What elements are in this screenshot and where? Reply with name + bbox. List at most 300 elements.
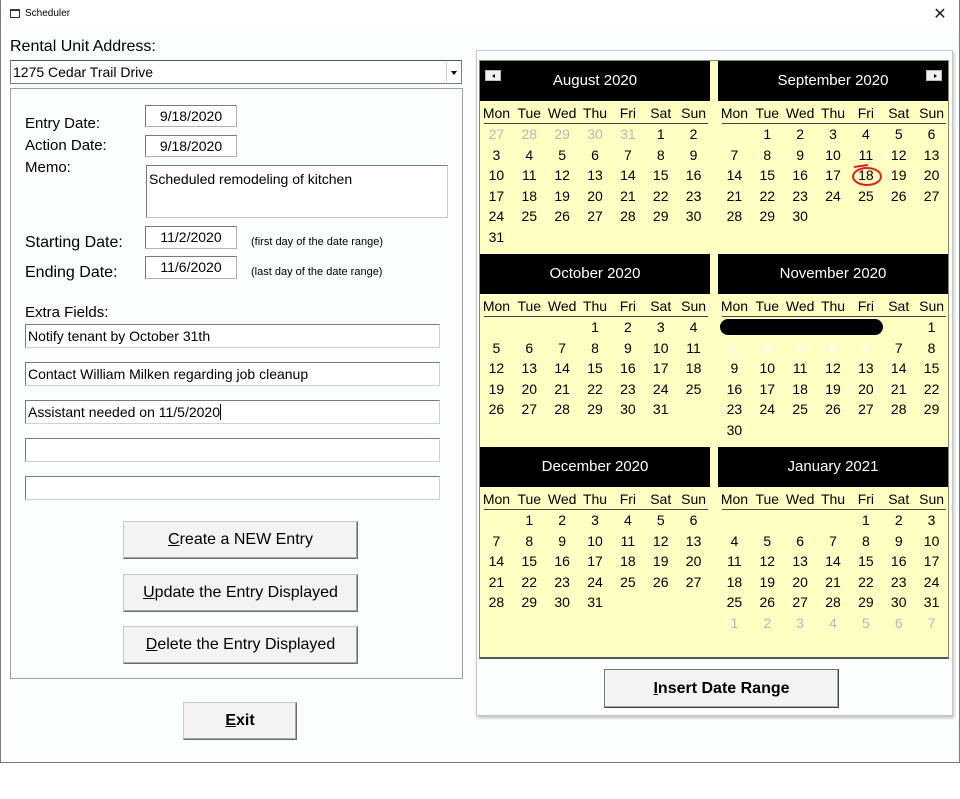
empty-cell — [718, 317, 751, 338]
weekday-label: Mon — [720, 298, 749, 314]
day-cell[interactable]: 3 — [763, 339, 772, 356]
exit-button[interactable] — [183, 702, 297, 740]
day-cell[interactable]: 2 — [796, 126, 805, 142]
day-cell[interactable]: 8 — [591, 339, 599, 356]
day-cell[interactable]: 12 — [825, 360, 841, 376]
extra-field-3-text: Assistant needed on 11/5/2020 — [28, 404, 221, 420]
day-cell[interactable]: 21 — [726, 187, 743, 204]
day-cell[interactable]: 27 — [521, 401, 538, 417]
day-cell[interactable]: 11 — [620, 532, 636, 549]
next-month-arrow-icon[interactable] — [926, 70, 942, 81]
prev-month-arrow-icon[interactable] — [485, 70, 501, 81]
exit-accel: E — [225, 712, 236, 729]
day-cell[interactable]: 4 — [623, 512, 632, 528]
month-title: August 2020 — [480, 61, 710, 101]
weekday-label: Sat — [650, 491, 672, 507]
weekday-label: Tue — [517, 298, 542, 314]
delete-accel: D — [145, 636, 158, 653]
day-cell[interactable]: 16 — [620, 360, 636, 376]
weekday-label: Sat — [888, 105, 910, 121]
day-cell[interactable]: 4 — [689, 319, 698, 335]
day-cell[interactable]: 6 — [796, 532, 805, 549]
day-cell[interactable]: 7 — [730, 146, 739, 163]
day-cell[interactable]: 20 — [521, 380, 538, 397]
weekday-label: Thu — [582, 298, 608, 314]
empty-cell — [546, 317, 579, 338]
weekday-label: Wed — [785, 491, 815, 507]
empty-cell — [644, 592, 677, 613]
day-cell[interactable]: 25 — [858, 187, 874, 204]
day-cell[interactable]: 2 — [894, 512, 903, 528]
weekday-label: Wed — [785, 105, 815, 121]
weekday-label: Sun — [919, 491, 945, 507]
day-cell[interactable]: 17 — [587, 553, 603, 569]
empty-cell — [915, 420, 948, 441]
day-cell[interactable]: 29 — [587, 401, 603, 417]
day-cell[interactable]: 4 — [525, 146, 534, 163]
day-cell[interactable]: 13 — [792, 553, 808, 569]
day-cell[interactable]: 4 — [829, 614, 837, 631]
day-cell[interactable]: 6 — [894, 614, 903, 631]
day-cell[interactable]: 30 — [587, 126, 603, 142]
empty-cell — [784, 317, 817, 338]
weekday-label: Fri — [857, 491, 875, 507]
empty-cell — [677, 399, 710, 420]
memo-field[interactable]: Scheduled remodeling of kitchen — [146, 165, 448, 218]
day-cell[interactable]: 6 — [689, 512, 698, 528]
day-cell[interactable]: 20 — [587, 187, 603, 204]
day-cell[interactable]: 9 — [558, 532, 567, 549]
extra-field-1[interactable]: Notify tenant by October 31th — [25, 324, 440, 348]
empty-cell — [677, 227, 710, 248]
day-cell[interactable]: 17 — [923, 553, 940, 569]
empty-cell — [915, 206, 948, 227]
day-cell[interactable]: 5 — [861, 614, 870, 631]
empty-cell — [882, 206, 915, 227]
day-cell[interactable]: 22 — [858, 573, 874, 590]
empty-cell — [882, 420, 915, 441]
insert-accel: I — [653, 680, 658, 697]
day-cell[interactable]: 5 — [656, 512, 665, 528]
day-cell[interactable]: 3 — [829, 126, 837, 142]
day-cell[interactable]: 8 — [525, 532, 534, 549]
day-cell[interactable]: 29 — [554, 126, 570, 142]
day-cell[interactable]: 5 — [492, 339, 501, 356]
day-grid — [480, 510, 710, 613]
day-cell[interactable]: 5 — [763, 532, 772, 549]
month-title: December 2020 — [480, 447, 710, 487]
day-cell[interactable]: 16 — [726, 380, 743, 397]
day-cell[interactable]: 15 — [858, 553, 874, 569]
day-cell[interactable]: 2 — [558, 512, 567, 528]
day-cell[interactable]: 29 — [521, 594, 538, 610]
weekday-label: Thu — [820, 298, 846, 314]
day-cell[interactable]: 17 — [759, 380, 776, 397]
day-cell[interactable]: 18 — [685, 360, 702, 376]
day-cell[interactable]: 15 — [521, 553, 538, 569]
day-cell[interactable]: 14 — [620, 167, 636, 183]
day-cell[interactable]: 2 — [689, 126, 698, 142]
empty-cell — [817, 317, 850, 338]
day-cell[interactable]: 22 — [759, 187, 776, 204]
day-cell[interactable]: 30 — [792, 208, 808, 224]
weekday-label: Fri — [619, 298, 637, 314]
day-cell[interactable]: 23 — [620, 380, 636, 397]
day-cell[interactable]: 9 — [796, 146, 805, 163]
day-cell[interactable]: 11 — [686, 339, 701, 356]
weekday-header — [480, 298, 710, 316]
day-cell[interactable]: 26 — [554, 208, 570, 224]
day-cell[interactable]: 26 — [652, 573, 669, 590]
day-cell[interactable]: 3 — [656, 319, 665, 335]
day-cell[interactable]: 23 — [792, 187, 808, 204]
address-label: Rental Unit Address: — [10, 38, 156, 55]
day-cell[interactable]: 30 — [620, 401, 636, 417]
weekday-label: Sat — [888, 298, 910, 314]
day-cell[interactable]: 24 — [587, 573, 603, 590]
day-cell[interactable]: 1 — [730, 614, 739, 631]
day-cell[interactable]: 11 — [727, 553, 742, 569]
memo-label: Memo: — [25, 159, 71, 176]
weekday-header — [480, 491, 710, 509]
empty-cell — [513, 317, 546, 338]
day-cell[interactable]: 24 — [652, 380, 669, 397]
month-november-2020 — [718, 254, 948, 444]
day-cell[interactable]: 18 — [726, 573, 743, 590]
day-cell[interactable]: 9 — [894, 532, 903, 549]
chevron-down-icon[interactable] — [446, 62, 460, 82]
day-cell[interactable]: 12 — [488, 360, 505, 376]
day-cell[interactable]: 27 — [685, 573, 702, 590]
day-cell[interactable]: 16 — [890, 553, 907, 569]
day-cell[interactable]: 22 — [521, 573, 538, 590]
day-cell[interactable]: 19 — [554, 187, 570, 204]
month-december-2020 — [480, 447, 710, 637]
action-date-label: Action Date: — [25, 137, 107, 154]
update-entry-button[interactable] — [123, 574, 358, 612]
day-cell[interactable]: 18 — [858, 167, 874, 183]
weekday-label: Wed — [547, 105, 577, 121]
weekday-label: Tue — [755, 105, 780, 121]
day-cell[interactable]: 21 — [890, 380, 907, 397]
day-cell[interactable]: 31 — [488, 228, 505, 245]
empty-cell — [849, 206, 882, 227]
day-cell[interactable]: 21 — [554, 380, 570, 397]
day-cell[interactable]: 28 — [825, 594, 841, 610]
weekday-label: Mon — [482, 298, 511, 314]
day-cell[interactable]: 24 — [923, 573, 940, 590]
starting-date-field[interactable]: 11/2/2020 — [145, 226, 237, 249]
day-cell[interactable]: 3 — [927, 512, 936, 528]
day-cell[interactable]: 3 — [796, 614, 805, 631]
day-cell[interactable]: 28 — [554, 401, 570, 417]
day-cell[interactable]: 13 — [685, 532, 702, 549]
window-title: Scheduler — [25, 8, 71, 19]
delete-entry-button[interactable] — [123, 626, 358, 664]
day-cell[interactable]: 6 — [591, 146, 599, 163]
day-cell[interactable]: 27 — [923, 187, 940, 204]
empty-cell — [751, 317, 784, 338]
weekday-label: Wed — [547, 298, 577, 314]
action-date-field[interactable]: 9/18/2020 — [145, 135, 237, 157]
day-cell[interactable]: 24 — [759, 401, 776, 417]
day-cell[interactable]: 15 — [759, 167, 776, 183]
create-accel: C — [168, 531, 180, 548]
day-cell[interactable]: 28 — [726, 208, 743, 224]
day-cell[interactable]: 25 — [685, 380, 702, 397]
day-cell[interactable]: 18 — [792, 380, 808, 397]
day-cell[interactable]: 31 — [923, 594, 940, 610]
day-cell[interactable]: 13 — [521, 360, 538, 376]
day-cell[interactable]: 8 — [861, 532, 870, 549]
day-cell[interactable]: 16 — [792, 167, 808, 183]
day-cell[interactable]: 11 — [792, 360, 808, 376]
day-cell[interactable]: 31 — [652, 401, 669, 417]
day-cell[interactable]: 21 — [488, 573, 505, 590]
day-cell[interactable]: 11 — [522, 167, 537, 183]
day-cell[interactable]: 12 — [554, 167, 570, 183]
day-cell[interactable]: 8 — [927, 339, 936, 356]
day-cell[interactable]: 14 — [890, 360, 907, 376]
day-cell[interactable]: 9 — [689, 146, 698, 163]
day-cell[interactable]: 26 — [759, 594, 776, 610]
day-cell[interactable]: 18 — [620, 553, 636, 569]
address-dropdown[interactable] — [10, 60, 462, 84]
day-cell[interactable]: 5 — [558, 146, 567, 163]
day-cell[interactable]: 8 — [763, 146, 772, 163]
day-cell[interactable]: 10 — [759, 360, 776, 376]
day-cell[interactable]: 18 — [521, 187, 538, 204]
day-cell[interactable]: 17 — [825, 167, 841, 183]
day-cell[interactable]: 4 — [730, 532, 739, 549]
weekday-label: Thu — [820, 491, 846, 507]
day-cell[interactable]: 27 — [792, 594, 808, 610]
day-cell[interactable]: 14 — [554, 360, 570, 376]
day-cell[interactable]: 30 — [685, 208, 702, 224]
empty-cell — [849, 317, 882, 338]
weekday-label: Mon — [720, 491, 749, 507]
day-cell[interactable]: 19 — [825, 380, 841, 397]
day-cell[interactable]: 9 — [623, 339, 632, 356]
day-cell[interactable]: 4 — [796, 339, 805, 356]
day-cell[interactable]: 1 — [656, 126, 665, 142]
day-cell[interactable]: 15 — [587, 360, 603, 376]
day-cell[interactable]: 3 — [492, 146, 501, 163]
day-cell[interactable]: 31 — [620, 126, 636, 142]
day-cell[interactable]: 17 — [488, 187, 505, 204]
day-cell[interactable]: 5 — [829, 339, 837, 356]
day-cell[interactable]: 22 — [923, 380, 940, 397]
extra-field-2[interactable]: Contact William Milken regarding job cleanup — [25, 362, 440, 386]
month-september-2020 — [718, 61, 948, 251]
day-cell[interactable]: 6 — [861, 339, 870, 356]
day-cell[interactable]: 30 — [726, 421, 743, 438]
day-cell[interactable]: 25 — [726, 594, 743, 610]
day-cell[interactable]: 12 — [652, 532, 669, 549]
empty-cell — [751, 420, 784, 441]
create-entry-button[interactable] — [123, 521, 358, 559]
day-grid — [480, 317, 710, 420]
day-cell[interactable]: 7 — [829, 532, 837, 549]
day-cell[interactable]: 15 — [652, 167, 669, 183]
day-cell[interactable]: 25 — [620, 573, 636, 590]
weekday-header — [718, 105, 948, 123]
empty-cell — [513, 227, 546, 248]
day-cell[interactable]: 20 — [858, 380, 874, 397]
address-value: 1275 Cedar Trail Drive — [13, 64, 154, 80]
day-cell[interactable]: 26 — [890, 187, 907, 204]
insert-date-range-button[interactable] — [604, 669, 839, 708]
weekday-label: Fri — [857, 298, 875, 314]
extra-field-3[interactable] — [25, 400, 440, 424]
day-cell[interactable]: 27 — [587, 208, 603, 224]
day-cell[interactable]: 14 — [825, 553, 841, 569]
day-cell[interactable]: 29 — [858, 594, 874, 610]
day-cell[interactable]: 2 — [623, 319, 632, 335]
day-cell[interactable]: 1 — [861, 512, 870, 528]
day-cell[interactable]: 8 — [656, 146, 665, 163]
title-bar — [1, 0, 959, 30]
day-cell[interactable]: 25 — [792, 401, 808, 417]
day-grid — [718, 317, 948, 440]
empty-cell — [611, 227, 644, 248]
day-cell[interactable]: 4 — [861, 126, 870, 142]
day-grid — [718, 124, 948, 227]
empty-cell — [644, 227, 677, 248]
day-cell[interactable]: 17 — [652, 360, 669, 376]
day-cell[interactable]: 16 — [554, 553, 570, 569]
day-cell[interactable]: 13 — [858, 360, 874, 376]
day-cell[interactable]: 19 — [488, 380, 505, 397]
day-cell[interactable]: 19 — [652, 553, 669, 569]
day-cell[interactable]: 16 — [685, 167, 702, 183]
day-cell[interactable]: 29 — [652, 208, 669, 224]
day-cell[interactable]: 24 — [825, 187, 841, 204]
extra-field-5[interactable] — [25, 476, 440, 500]
day-cell[interactable]: 28 — [620, 208, 636, 224]
day-cell[interactable]: 1 — [763, 126, 772, 142]
day-cell[interactable]: 23 — [554, 573, 570, 590]
day-cell[interactable]: 1 — [927, 319, 936, 335]
day-cell[interactable]: 9 — [730, 360, 739, 376]
day-cell[interactable]: 20 — [685, 553, 702, 569]
extra-field-4[interactable] — [25, 438, 440, 462]
day-cell[interactable]: 7 — [927, 614, 936, 631]
weekday-label: Wed — [547, 491, 577, 507]
weekday-label: Tue — [517, 491, 542, 507]
day-cell[interactable]: 10 — [923, 532, 940, 549]
empty-cell — [480, 510, 513, 531]
day-cell[interactable]: 23 — [685, 187, 702, 204]
empty-cell — [849, 420, 882, 441]
starting-date-label: Starting Date: — [25, 234, 123, 251]
day-cell[interactable]: 1 — [525, 512, 534, 528]
day-cell[interactable]: 6 — [927, 126, 936, 142]
day-cell[interactable]: 1 — [591, 319, 599, 335]
day-cell[interactable]: 3 — [591, 512, 599, 528]
update-label: pdate the Entry Displayed — [154, 584, 338, 601]
day-cell[interactable]: 14 — [726, 167, 743, 183]
day-cell[interactable]: 10 — [488, 167, 505, 183]
empty-cell — [546, 227, 579, 248]
day-cell[interactable]: 28 — [890, 401, 907, 417]
day-cell[interactable]: 2 — [730, 339, 739, 356]
day-cell[interactable]: 22 — [587, 380, 603, 397]
day-cell[interactable]: 13 — [923, 146, 940, 163]
day-cell[interactable]: 24 — [488, 208, 505, 224]
day-cell[interactable]: 26 — [825, 401, 841, 417]
day-cell[interactable]: 14 — [488, 553, 505, 569]
weekday-label: Sun — [919, 298, 945, 314]
day-cell[interactable]: 21 — [620, 187, 636, 204]
day-cell[interactable]: 21 — [825, 573, 841, 590]
day-cell[interactable]: 12 — [759, 553, 776, 569]
day-cell[interactable]: 19 — [759, 573, 776, 590]
weekday-label: Fri — [619, 105, 637, 121]
day-cell[interactable]: 26 — [488, 401, 505, 417]
weekday-header — [718, 298, 948, 316]
day-cell[interactable]: 10 — [587, 532, 603, 549]
day-cell[interactable]: 15 — [923, 360, 940, 376]
entry-date-label: Entry Date: — [25, 115, 101, 132]
ending-date-field[interactable]: 11/6/2020 — [145, 256, 237, 279]
day-cell[interactable]: 11 — [858, 146, 874, 163]
today-circle-icon — [852, 167, 882, 186]
day-cell[interactable]: 7 — [894, 339, 903, 356]
empty-cell — [882, 317, 915, 338]
day-cell[interactable]: 10 — [652, 339, 669, 356]
day-cell[interactable]: 28 — [488, 594, 505, 610]
weekday-label: Wed — [785, 298, 815, 314]
day-cell[interactable]: 30 — [890, 594, 907, 610]
empty-cell — [611, 592, 644, 613]
day-cell[interactable]: 13 — [587, 167, 603, 183]
day-cell[interactable]: 7 — [558, 339, 567, 356]
entry-date-field[interactable]: 9/18/2020 — [145, 105, 237, 127]
day-cell[interactable]: 2 — [763, 614, 772, 631]
weekday-label: Tue — [755, 298, 780, 314]
day-cell[interactable]: 6 — [525, 339, 534, 356]
day-cell[interactable]: 29 — [759, 208, 776, 224]
day-cell[interactable]: 31 — [587, 594, 603, 610]
day-cell[interactable]: 19 — [890, 167, 907, 183]
day-cell[interactable]: 27 — [858, 401, 874, 417]
day-cell[interactable]: 27 — [488, 126, 505, 142]
day-cell[interactable]: 5 — [894, 126, 903, 142]
update-accel: U — [143, 584, 155, 601]
day-cell[interactable]: 7 — [492, 532, 501, 549]
day-cell[interactable]: 7 — [623, 146, 632, 163]
day-cell[interactable]: 20 — [792, 573, 808, 590]
close-button[interactable]: ✕ — [933, 6, 947, 23]
day-cell[interactable]: 23 — [726, 401, 743, 417]
create-label: reate a NEW Entry — [179, 531, 313, 548]
day-cell[interactable]: 10 — [825, 146, 841, 163]
day-cell[interactable]: 29 — [923, 401, 940, 417]
ending-date-label: Ending Date: — [25, 264, 118, 281]
day-cell[interactable]: 20 — [923, 167, 940, 183]
day-cell[interactable]: 25 — [521, 208, 538, 224]
weekday-label: Mon — [482, 491, 511, 507]
day-cell[interactable]: 30 — [554, 594, 570, 610]
month-calendar[interactable] — [479, 60, 949, 659]
day-cell[interactable]: 12 — [890, 146, 907, 163]
weekday-label: Fri — [857, 105, 875, 121]
day-cell[interactable]: 23 — [890, 573, 907, 590]
day-cell[interactable]: 28 — [521, 126, 538, 142]
weekday-label: Sun — [681, 298, 707, 314]
day-cell[interactable]: 22 — [652, 187, 669, 204]
